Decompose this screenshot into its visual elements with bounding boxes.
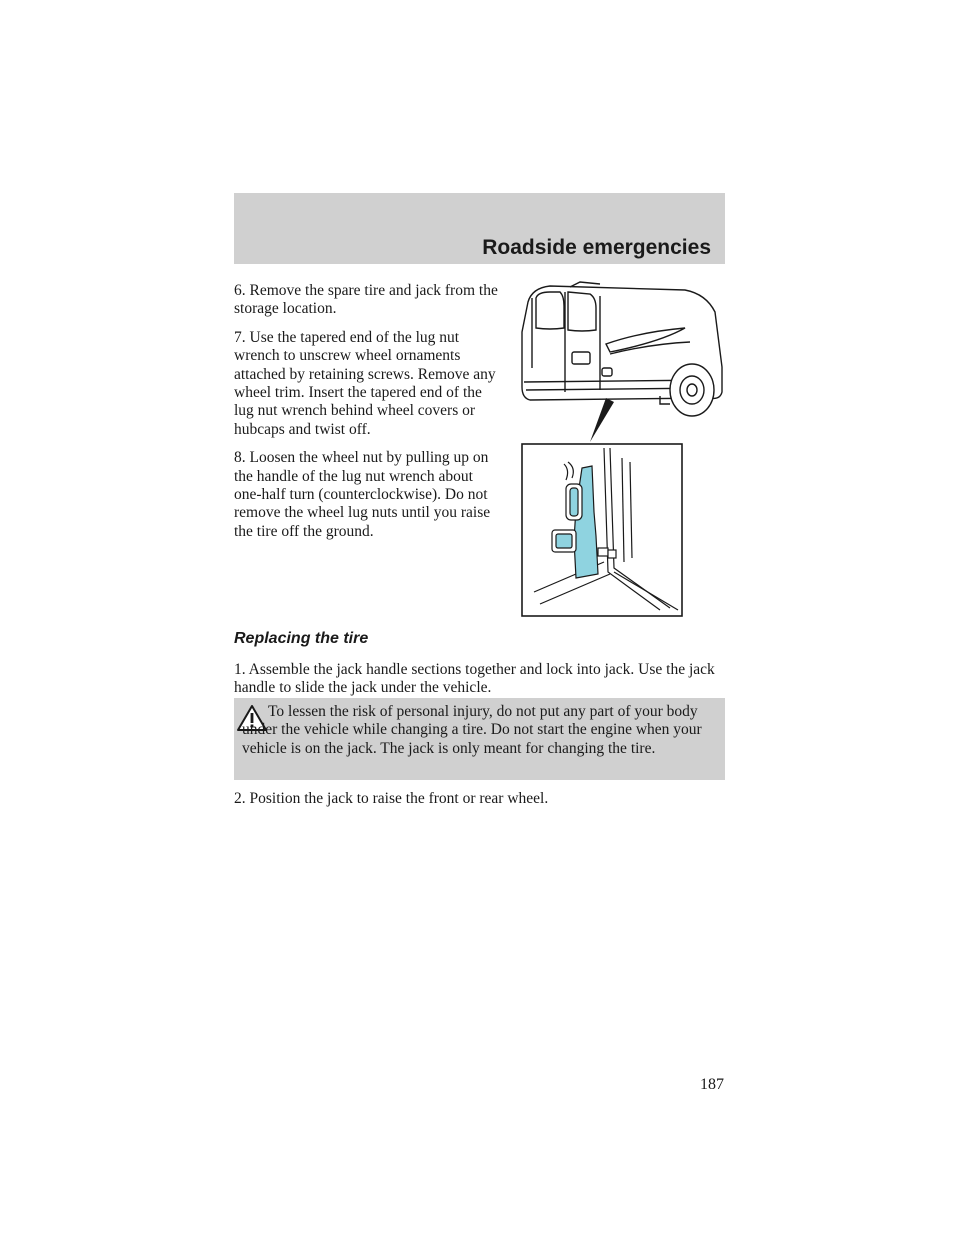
step-8: 8. Loosen the wheel nut by pulling up on the handle of the lug nut wrench about one-half turn (counterclockwise). Do not remove the wheel lug nuts until you raise the tire off the ground.: [234, 449, 491, 540]
inset-frame: [522, 444, 682, 616]
warning-text: To lessen the risk of personal injury, do not put any part of your body under the vehicle while changing a tire. Do not start the engine when your vehicle is on the jack. The jack is only meant for changing the tire.: [242, 703, 702, 757]
step-6: 6. Remove the spare tire and jack from the storage location.: [234, 282, 498, 318]
replacing-step-2: 2. Position the jack to raise the front or rear wheel.: [234, 790, 549, 807]
header-band: [234, 193, 725, 264]
van-jack-illustration: [510, 272, 725, 620]
warning-box: [234, 698, 725, 780]
steps-column: [234, 282, 504, 551]
step-7: 7. Use the tapered end of the lug nut wrench to unscrew wheel ornaments attached by retaining screws. Remove any wheel trim. Insert the tapered end of the lug nut wrench behind wheel covers or hubcaps and twist off.: [234, 328, 496, 438]
van-rear-jack-drawing: [510, 272, 725, 620]
replacing-step-1: 1. Assemble the jack handle sections together and lock into jack. Use the jack handle to slide the jack under the vehicle.: [234, 661, 715, 697]
replacing-tire-heading: Replacing the tire: [234, 630, 369, 647]
page-number: 187: [700, 1076, 724, 1093]
section-title: Roadside emergencies: [482, 236, 711, 259]
pointer-wedge: [590, 398, 614, 442]
van-rear-view: [522, 282, 722, 416]
